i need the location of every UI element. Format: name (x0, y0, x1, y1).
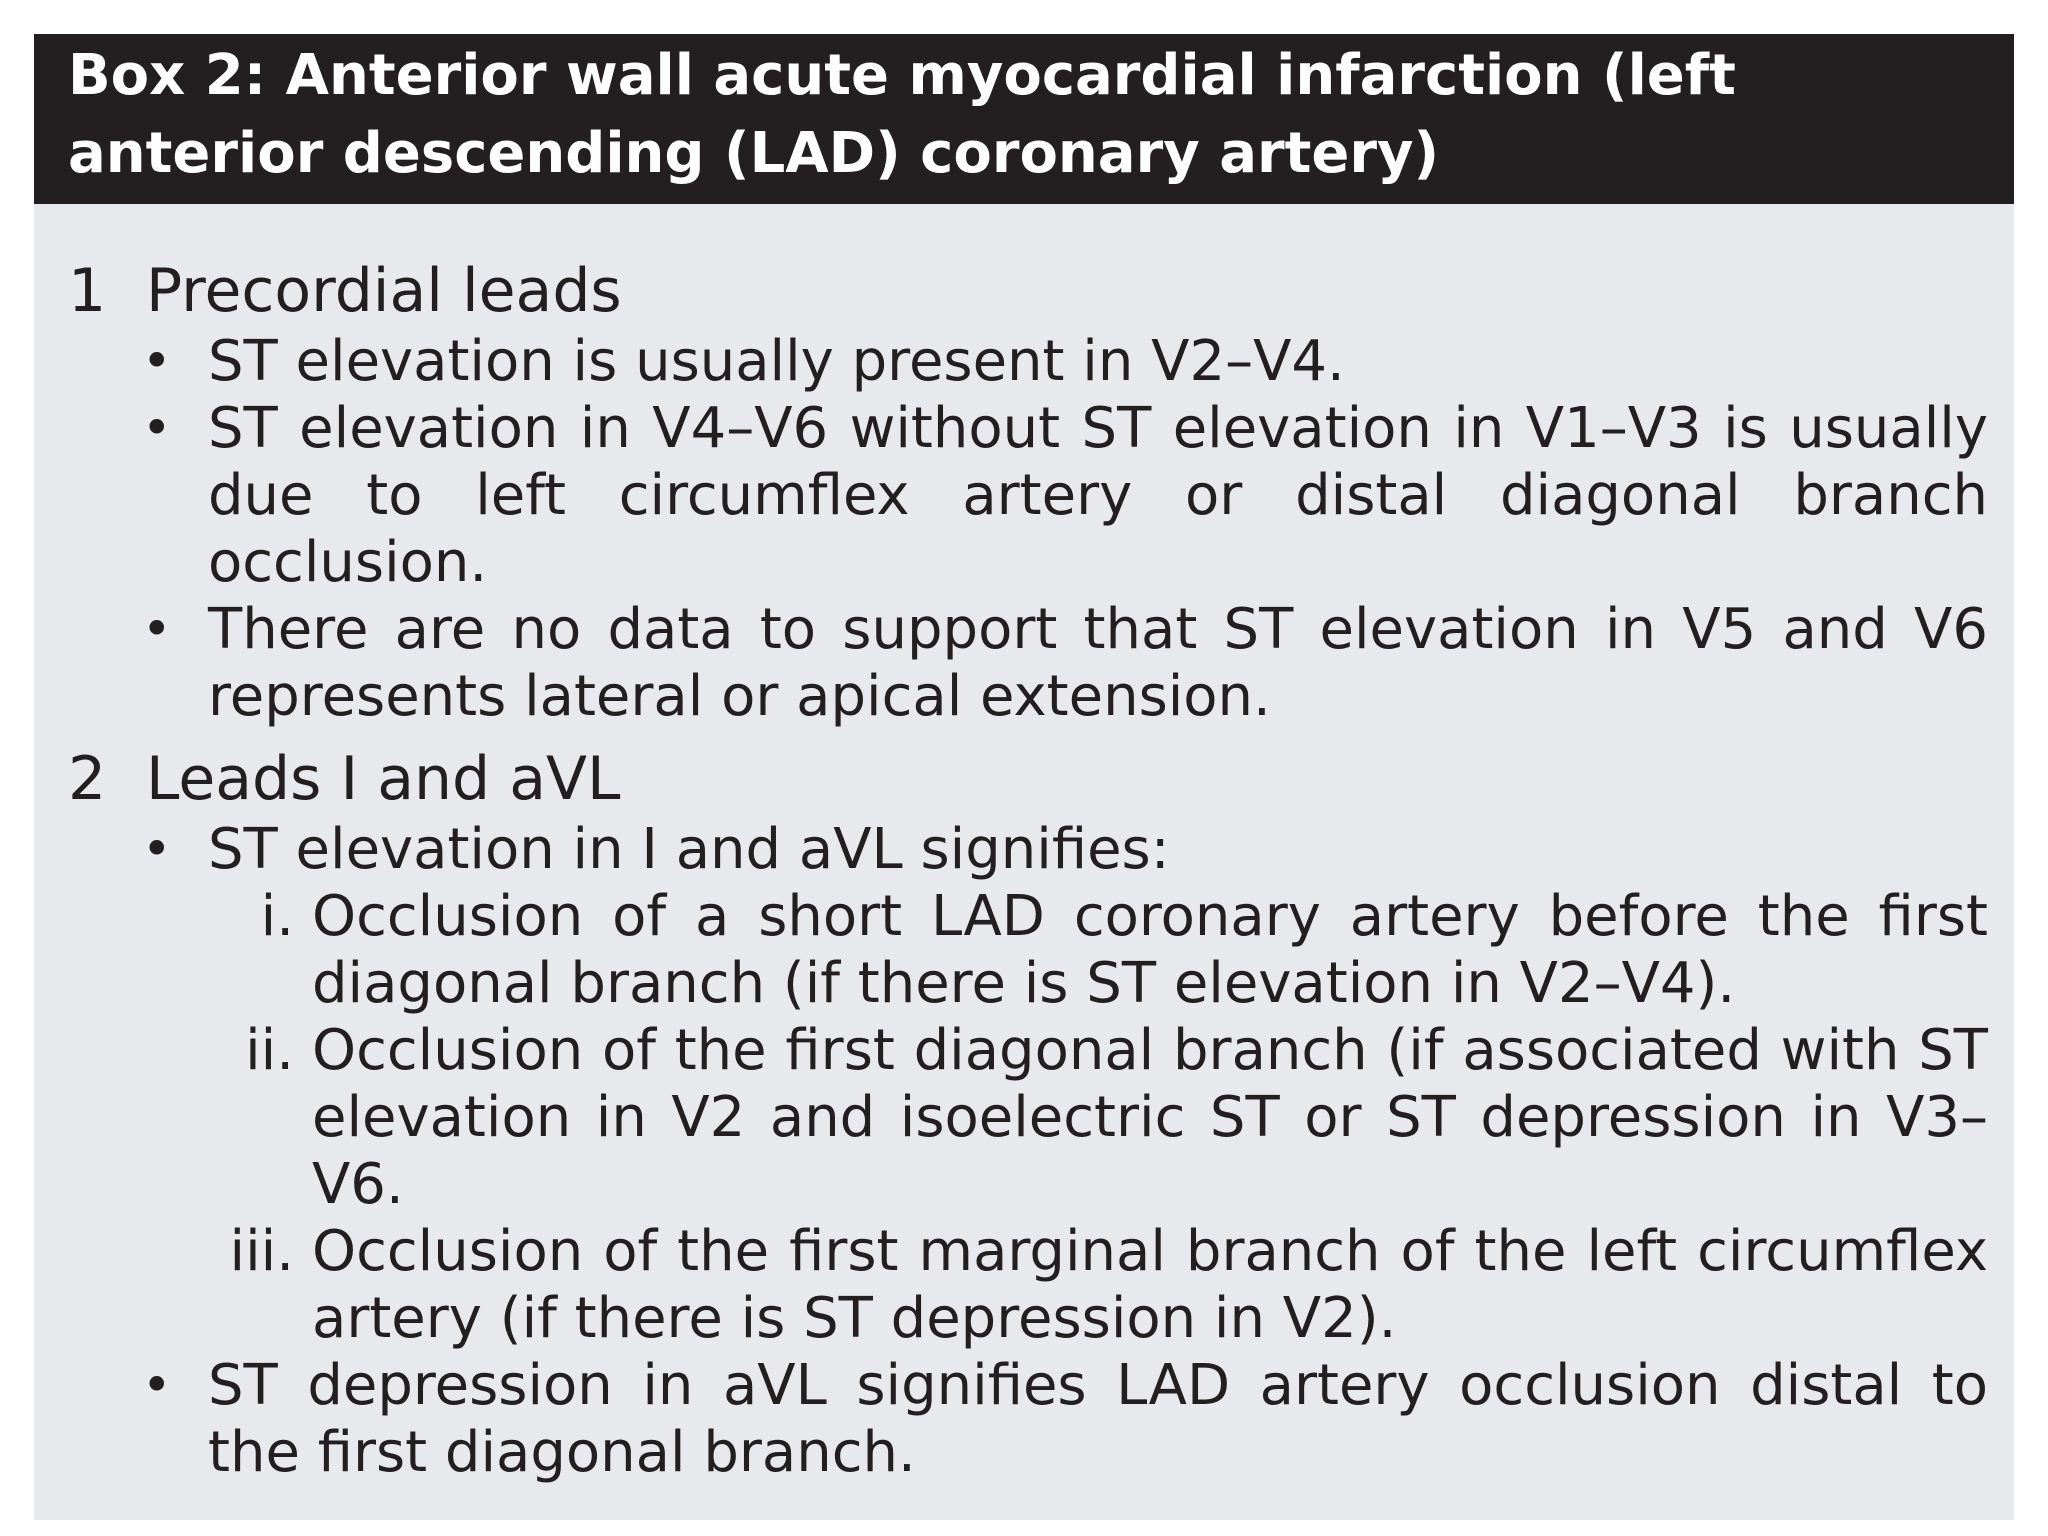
roman-text: Occlusion of the first diagonal branch (if associated with ST elevation in V2 and isoelectric ST or ST depression in V3–V6. (312, 1018, 1988, 1217)
roman-numeral: i. (260, 884, 294, 949)
section-heading (68, 254, 1988, 328)
section-title: Leads I and aVL (146, 744, 621, 814)
bullet-icon: • (142, 332, 172, 390)
roman-text: Occlusion of a short LAD coronary artery before the first diagonal branch (if there is ST elevation in V2–V4). (312, 884, 1988, 1016)
bullet-list (68, 328, 1988, 730)
bullet-text: ST elevation in V4–V6 without ST elevation in V1–V3 is usually due to left circumflex artery or distal diagonal branch occlusion. (208, 396, 1988, 595)
bullet-text: ST depression in aVL signifies LAD artery occlusion distal to the first diagonal branch. (208, 1353, 1988, 1485)
section-leads-i-avl (68, 742, 1988, 1486)
box-body (68, 254, 1988, 1498)
bullet-text: ST elevation in I and aVL signifies: (208, 817, 1170, 882)
bullet-item (138, 328, 1988, 395)
bullet-icon: • (142, 600, 172, 658)
box-header (34, 34, 2014, 204)
roman-list (208, 883, 1988, 1352)
roman-item (208, 1218, 1988, 1352)
section-heading (68, 742, 1988, 816)
section-number: 1 (68, 256, 107, 326)
bullet-item (138, 596, 1988, 730)
roman-text: Occlusion of the first marginal branch of the left circumflex artery (if there is ST depression in V2). (312, 1219, 1988, 1351)
bullet-item (138, 1352, 1988, 1486)
roman-item (208, 883, 1988, 1017)
section-precordial-leads (68, 254, 1988, 730)
box-title: Box 2: Anterior wall acute myocardial infarction (left anterior descending (LAD) coronary artery) (68, 43, 1736, 186)
section-number: 2 (68, 744, 107, 814)
bullet-icon: • (142, 399, 172, 457)
bullet-content (208, 816, 1988, 1352)
bullet-text: There are no data to support that ST elevation in V5 and V6 represents lateral or apical extension. (208, 597, 1988, 729)
bullet-icon: • (142, 820, 172, 878)
bullet-icon: • (142, 1356, 172, 1414)
roman-numeral: ii. (245, 1018, 294, 1083)
bullet-item (138, 395, 1988, 596)
roman-numeral: iii. (229, 1219, 294, 1284)
bullet-list (68, 816, 1988, 1486)
bullet-item (138, 816, 1988, 1352)
info-box (34, 34, 2014, 1520)
roman-item (208, 1017, 1988, 1218)
bullet-text: ST elevation is usually present in V2–V4. (208, 329, 1345, 394)
section-title: Precordial leads (146, 256, 622, 326)
